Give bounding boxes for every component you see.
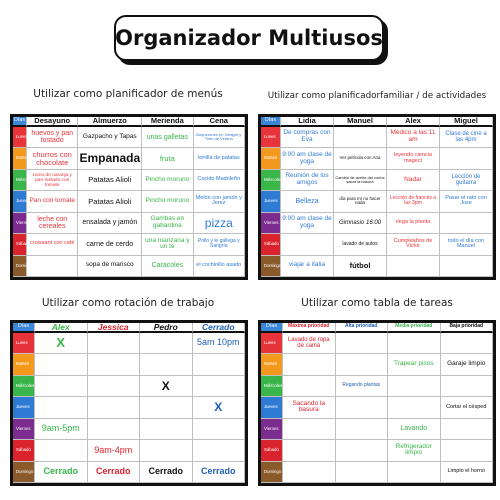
day-label: Domingo [13, 256, 27, 277]
day-label: Lunes [13, 333, 35, 354]
schedule-cell[interactable] [440, 148, 493, 169]
schedule-cell[interactable] [27, 256, 78, 277]
day-label: Martes [13, 354, 35, 375]
schedule-cell[interactable]: Empanada [78, 148, 142, 169]
schedule-cell[interactable]: Nadar [387, 170, 440, 191]
day-label: Miércoles [261, 170, 281, 191]
board-task-table [258, 320, 496, 486]
schedule-cell[interactable] [140, 419, 193, 440]
schedule-cell[interactable]: Lección de guitarra [440, 170, 493, 191]
schedule-cell[interactable]: Garaje limpio [441, 354, 494, 375]
schedule-cell[interactable] [388, 397, 441, 418]
schedule-cell[interactable]: sopa de marisco [78, 256, 142, 277]
schedule-cell[interactable]: Pasar el rato con Jose [440, 191, 493, 212]
day-label: Miércoles [13, 376, 35, 397]
schedule-cell[interactable] [140, 333, 193, 354]
schedule-cell[interactable]: 9am-4pm [88, 440, 141, 461]
schedule-cell[interactable] [88, 354, 141, 375]
day-label: Viernes [261, 419, 283, 440]
schedule-cell[interactable]: riega la planta [387, 213, 440, 234]
schedule-cell[interactable]: Cerrado [140, 462, 193, 483]
schedule-cell[interactable]: Lavado de ropa de cama [283, 333, 336, 354]
column-header: Merienda [142, 117, 193, 127]
schedule-cell[interactable] [283, 376, 336, 397]
schedule-cell[interactable]: croissant con café [27, 234, 78, 255]
schedule-cell[interactable]: ensalada y jamón [78, 213, 142, 234]
day-label: Martes [261, 148, 281, 169]
days-corner-label: Días [261, 117, 281, 127]
schedule-cell[interactable] [441, 333, 494, 354]
schedule-cell[interactable] [88, 376, 141, 397]
schedule-cell[interactable] [388, 376, 441, 397]
schedule-cell[interactable] [88, 397, 141, 418]
schedule-cell[interactable]: Reunión de los amigos [281, 170, 334, 191]
schedule-cell[interactable]: zumo de naranja y pan tostado con tomate [27, 170, 78, 191]
day-label: Martes [13, 148, 27, 169]
column-header: Cerrado [193, 323, 246, 333]
schedule-cell[interactable]: leyendo ciencia magect [387, 148, 440, 169]
schedule-cell[interactable] [140, 397, 193, 418]
day-label: Viernes [261, 213, 281, 234]
schedule-cell[interactable] [440, 213, 493, 234]
column-header: Media prioridad [388, 323, 441, 333]
day-label: Lunes [261, 333, 283, 354]
schedule-cell[interactable] [283, 419, 336, 440]
schedule-cell[interactable]: 5am 10pm [193, 333, 246, 354]
schedule-cell[interactable]: tortilla de patatas [194, 148, 245, 169]
schedule-cell[interactable]: Patatas Alioli [78, 170, 142, 191]
board-family-planner [258, 114, 496, 280]
schedule-cell[interactable]: Médico a las 11 am [387, 127, 440, 148]
schedule-cell[interactable]: Pan con tomate [27, 191, 78, 212]
schedule-cell[interactable] [88, 333, 141, 354]
column-header: Almuerzo [78, 117, 142, 127]
column-header: Desayuno [27, 117, 78, 127]
schedule-cell[interactable]: Caracoles [142, 256, 193, 277]
day-label: Domingo [13, 462, 35, 483]
schedule-cell[interactable]: 9am-5pm [35, 419, 88, 440]
schedule-cell[interactable]: Sacando la basura [283, 397, 336, 418]
schedule-cell[interactable] [35, 440, 88, 461]
schedule-cell[interactable] [336, 462, 389, 483]
schedule-cell[interactable]: X [35, 333, 88, 354]
column-header: Alex [387, 117, 440, 127]
caption-tasks: Utilizar como tabla de tareas [301, 297, 453, 309]
schedule-cell[interactable] [35, 354, 88, 375]
schedule-cell[interactable] [336, 333, 389, 354]
day-label: Sábado [13, 234, 27, 255]
schedule-cell[interactable]: leche con cereales [27, 213, 78, 234]
schedule-cell[interactable]: Gazpacho y Tapas [78, 127, 142, 148]
schedule-cell[interactable]: Boquerones en Vinagre y Tinto de Verano [194, 127, 245, 148]
schedule-cell[interactable]: De compras con Eva [281, 127, 334, 148]
schedule-cell[interactable]: Patatas Alioli [78, 191, 142, 212]
schedule-cell[interactable]: Cocido Madrileño [194, 170, 245, 191]
schedule-cell[interactable]: Lección de francés a las 3pm [387, 191, 440, 212]
schedule-cell[interactable]: unas galletas [142, 127, 193, 148]
schedule-cell[interactable] [140, 440, 193, 461]
schedule-cell[interactable] [336, 354, 389, 375]
schedule-cell[interactable] [283, 354, 336, 375]
schedule-cell[interactable] [193, 354, 246, 375]
column-header: Baja prioridad [441, 323, 494, 333]
day-label: Domingo [261, 256, 281, 277]
schedule-cell[interactable] [281, 234, 334, 255]
schedule-cell[interactable]: Pincho moruno [142, 170, 193, 191]
schedule-cell[interactable]: Cerrado [35, 462, 88, 483]
schedule-cell[interactable]: una manzana y un té [142, 234, 193, 255]
day-label: Sábado [261, 440, 283, 461]
day-label: Jueves [261, 397, 283, 418]
schedule-cell[interactable]: Clase de cine a las 4pm [440, 127, 493, 148]
day-label: Lunes [13, 127, 27, 148]
caption-family: Utilizar como planificadorfamiliar / de actividades [267, 91, 487, 101]
schedule-cell[interactable] [441, 376, 494, 397]
column-header: Lidia [281, 117, 334, 127]
day-label: Jueves [13, 191, 27, 212]
schedule-cell[interactable] [441, 440, 494, 461]
board-work-rotation [10, 320, 248, 486]
schedule-cell[interactable]: Cambio de aceite del coche sacar la basura [334, 170, 387, 191]
schedule-cell[interactable]: Belleza [281, 191, 334, 212]
column-header: Alex [35, 323, 88, 333]
schedule-cell[interactable] [140, 354, 193, 375]
schedule-cell[interactable]: X [193, 397, 246, 418]
schedule-cell[interactable]: Pollo y le gallega y Sangría [194, 234, 245, 255]
day-label: Jueves [13, 397, 35, 418]
schedule-cell[interactable]: día para mí no hacer nada [334, 191, 387, 212]
schedule-cell[interactable] [193, 419, 246, 440]
days-corner-label: Días [261, 323, 283, 333]
schedule-cell[interactable]: lavado de autos [334, 234, 387, 255]
schedule-cell[interactable]: Regando plantas [336, 376, 389, 397]
schedule-cell[interactable]: Pincho moruno [142, 191, 193, 212]
schedule-cell[interactable]: churros con chocolate [27, 148, 78, 169]
caption-menu: Utilizar como planificador de menús [33, 88, 223, 100]
schedule-cell[interactable]: Cerrado [193, 462, 246, 483]
schedule-cell[interactable]: Gambas en gabardina [142, 213, 193, 234]
schedule-cell[interactable] [88, 419, 141, 440]
schedule-cell[interactable] [283, 462, 336, 483]
days-corner-label: Días [13, 117, 27, 127]
schedule-cell[interactable] [388, 462, 441, 483]
schedule-cell[interactable] [283, 440, 336, 461]
column-header: Manuel [334, 117, 387, 127]
schedule-cell[interactable]: Lavando [388, 419, 441, 440]
schedule-cell[interactable] [336, 440, 389, 461]
schedule-cell[interactable]: Limpio el horno [441, 462, 494, 483]
column-header: Máxima prioridad [283, 323, 336, 333]
schedule-cell[interactable]: Ver película con Ana [334, 148, 387, 169]
schedule-cell[interactable]: Cumpleaños de Victor [387, 234, 440, 255]
days-corner-label: Días [13, 323, 35, 333]
schedule-cell[interactable]: 9:00 am clase de yoga [281, 213, 334, 234]
day-label: Viernes [13, 419, 35, 440]
schedule-cell[interactable] [387, 256, 440, 277]
schedule-cell[interactable]: Refrigerador limpio [388, 440, 441, 461]
schedule-cell[interactable] [193, 440, 246, 461]
schedule-cell[interactable] [336, 397, 389, 418]
schedule-cell[interactable]: Trapear pisos [388, 354, 441, 375]
column-header: Alta prioridad [336, 323, 389, 333]
schedule-cell[interactable]: Cerrado [88, 462, 141, 483]
schedule-cell[interactable] [336, 419, 389, 440]
schedule-cell[interactable]: huevos y pan tostado [27, 127, 78, 148]
schedule-cell[interactable]: fruta [142, 148, 193, 169]
schedule-cell[interactable]: Cortar el césped [441, 397, 494, 418]
day-label: Miércoles [13, 170, 27, 191]
column-header: Miguel [440, 117, 493, 127]
day-label: Domingo [261, 462, 283, 483]
schedule-cell[interactable]: fútbol [334, 256, 387, 277]
schedule-cell[interactable]: 9:00 am clase de yoga [281, 148, 334, 169]
schedule-cell[interactable]: carne de cerdo [78, 234, 142, 255]
schedule-cell[interactable] [440, 256, 493, 277]
schedule-cell[interactable] [388, 333, 441, 354]
day-label: Martes [261, 354, 283, 375]
schedule-cell[interactable]: Melón con jamón y Jerez [194, 191, 245, 212]
board-menu-planner [10, 114, 248, 280]
schedule-cell[interactable]: viajar a italia [281, 256, 334, 277]
caption-rotation: Utilizar como rotación de trabajo [41, 297, 215, 309]
column-header: Jessica [88, 323, 141, 333]
schedule-cell[interactable] [334, 127, 387, 148]
schedule-cell[interactable]: el cochinillo asado [194, 256, 245, 277]
schedule-cell[interactable]: Gimnasio 16:00 [334, 213, 387, 234]
day-label: Jueves [261, 191, 281, 212]
day-label: Viernes [13, 213, 27, 234]
schedule-cell[interactable]: todo el día con Manuel [440, 234, 493, 255]
schedule-cell[interactable] [441, 419, 494, 440]
day-label: Miércoles [261, 376, 283, 397]
page-title: Organizador Multiusos [114, 15, 384, 61]
schedule-cell[interactable] [35, 397, 88, 418]
schedule-cell[interactable] [193, 376, 246, 397]
schedule-cell[interactable] [35, 376, 88, 397]
schedule-cell[interactable]: pizza [194, 213, 245, 234]
day-label: Lunes [261, 127, 281, 148]
day-label: Sábado [13, 440, 35, 461]
day-label: Sábado [261, 234, 281, 255]
column-header: Pedro [140, 323, 193, 333]
column-header: Cena [194, 117, 245, 127]
schedule-cell[interactable]: X [140, 376, 193, 397]
